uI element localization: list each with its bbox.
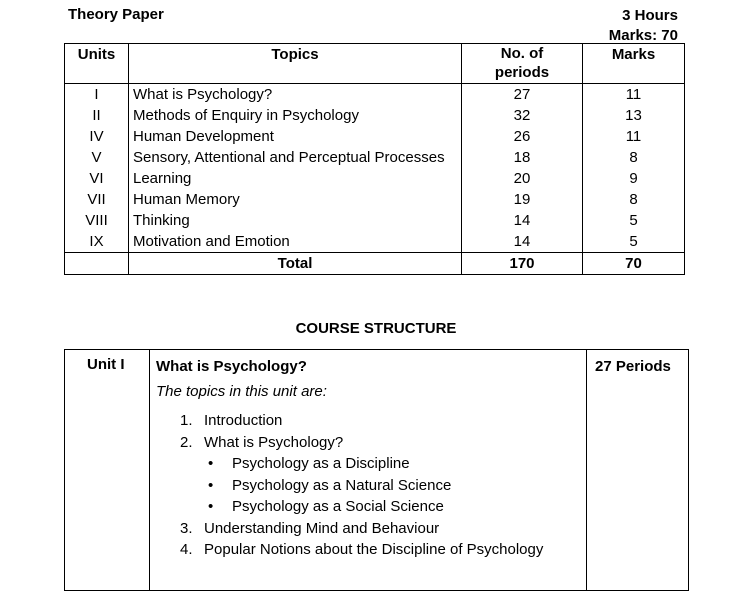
- bullet-icon: •: [208, 455, 214, 472]
- paper-duration-marks: [609, 6, 678, 46]
- item-number: 1.: [180, 412, 193, 429]
- col-periods: No. of periods: [462, 44, 583, 84]
- list-item: [180, 496, 543, 518]
- table-row: [65, 84, 685, 106]
- item-text: Understanding Mind and Behaviour: [204, 519, 440, 537]
- item-number: 2.: [180, 433, 193, 451]
- unit-cell: VII: [65, 189, 129, 210]
- list-item: [180, 453, 543, 475]
- unit-cell: II: [65, 105, 129, 126]
- topic-cell: Learning: [129, 168, 462, 189]
- table-row: [65, 231, 685, 253]
- periods-cell: 32: [462, 105, 583, 126]
- topic-cell: Methods of Enquiry in Psychology: [129, 105, 462, 126]
- list-item: [180, 475, 543, 497]
- divider: [586, 350, 587, 590]
- topic-cell: Human Memory: [129, 189, 462, 210]
- unit-periods: 27 Periods: [595, 358, 671, 375]
- topic-list: [180, 410, 543, 561]
- periods-cell: 19: [462, 189, 583, 210]
- periods-cell: 26: [462, 126, 583, 147]
- table-row: [65, 105, 685, 126]
- unit-cell: V: [65, 147, 129, 168]
- unit-cell: VI: [65, 168, 129, 189]
- list-item: [180, 410, 543, 432]
- topic-cell: Sensory, Attentional and Perceptual Processes: [129, 147, 462, 168]
- marks-cell: 9: [583, 168, 685, 189]
- col-units: Units: [65, 44, 129, 84]
- unit-cell: IX: [65, 231, 129, 253]
- total-marks: Marks: 70: [608, 27, 678, 44]
- unit-title: What is Psychology?: [156, 358, 307, 375]
- table-row: [65, 168, 685, 189]
- total-label: Total: [129, 253, 462, 275]
- unit-cell: I: [65, 84, 129, 106]
- unit-box: [64, 349, 689, 591]
- total-empty: [65, 253, 129, 275]
- item-text: Introduction: [204, 412, 283, 429]
- marks-cell: 5: [583, 231, 685, 253]
- unit-label: Unit I: [87, 356, 125, 373]
- marks-cell: 8: [583, 147, 685, 168]
- marks-cell: 5: [583, 210, 685, 231]
- course-structure-heading: COURSE STRUCTURE: [295, 320, 457, 337]
- item-text: Psychology as a Social Science: [232, 498, 444, 515]
- marks-cell: 11: [583, 126, 685, 147]
- table-row: [65, 189, 685, 210]
- unit-intro: The topics in this unit are:: [156, 383, 327, 400]
- divider: [149, 350, 150, 590]
- col-marks: Marks: [583, 44, 685, 84]
- list-item: [180, 539, 543, 561]
- paper-title: Theory Paper: [68, 6, 164, 23]
- table-row: [65, 210, 685, 231]
- unit-cell: VIII: [65, 210, 129, 231]
- item-number: 3.: [180, 519, 193, 537]
- periods-cell: 14: [462, 210, 583, 231]
- duration: 3 Hours: [622, 7, 678, 24]
- list-item: [180, 518, 543, 540]
- item-text: What is Psychology?: [204, 433, 344, 451]
- topic-cell: Motivation and Emotion: [129, 231, 462, 253]
- periods-cell: 20: [462, 168, 583, 189]
- topic-cell: Thinking: [129, 210, 462, 231]
- bullet-icon: •: [208, 498, 214, 515]
- item-text: Psychology as a Discipline: [232, 455, 410, 472]
- item-text: Psychology as a Natural Science: [232, 476, 452, 494]
- unit-cell: IV: [65, 126, 129, 147]
- item-text: Popular Notions about the Discipline of Psychology: [204, 541, 544, 558]
- list-item: [180, 432, 543, 454]
- marks-cell: 11: [583, 84, 685, 106]
- item-number: 4.: [180, 541, 193, 558]
- bullet-icon: •: [208, 476, 214, 494]
- table-row: [65, 147, 685, 168]
- units-table: [64, 43, 685, 275]
- topic-cell: Human Development: [129, 126, 462, 147]
- total-marks: 70: [583, 253, 685, 275]
- marks-cell: 8: [583, 189, 685, 210]
- marks-cell: 13: [583, 105, 685, 126]
- periods-cell: 14: [462, 231, 583, 253]
- col-topics: Topics: [129, 44, 462, 84]
- table-row: [65, 126, 685, 147]
- total-periods: 170: [462, 253, 583, 275]
- topic-cell: What is Psychology?: [129, 84, 462, 106]
- total-row: [65, 253, 685, 275]
- periods-cell: 18: [462, 147, 583, 168]
- periods-cell: 27: [462, 84, 583, 106]
